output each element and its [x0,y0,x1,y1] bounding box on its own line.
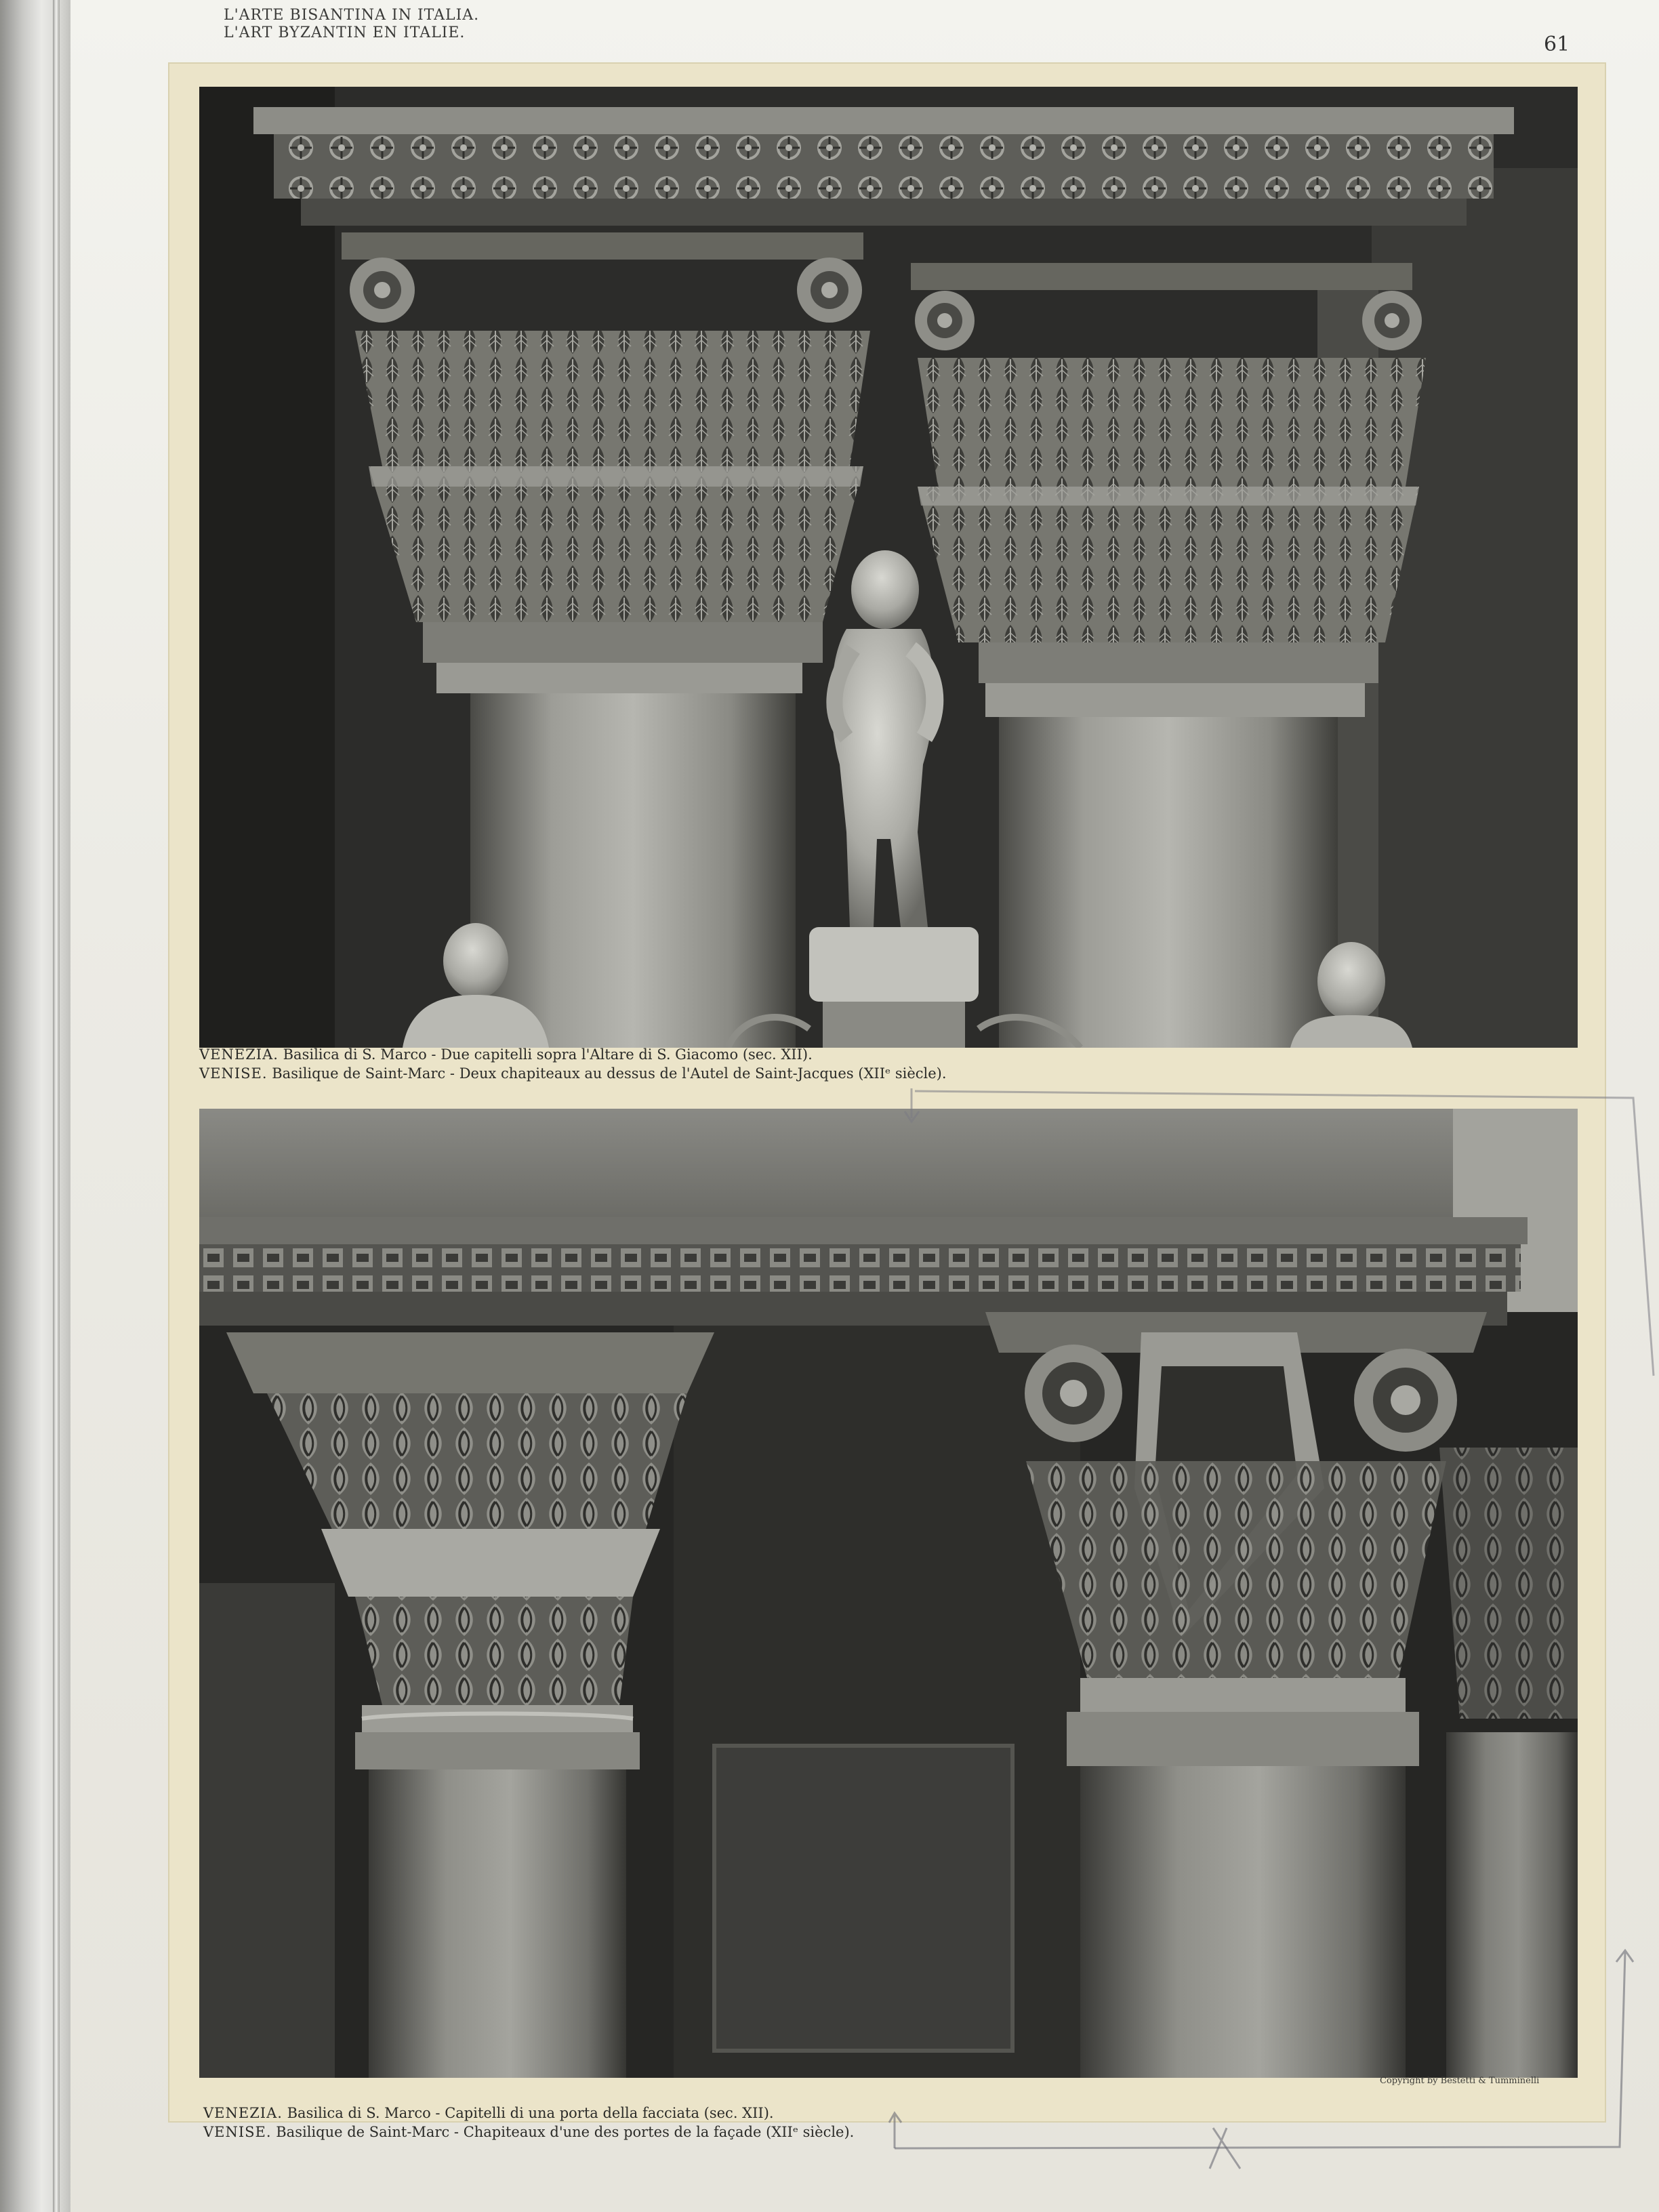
caption-plate-1-italian-text: Basilica di S. Marco - Due capitelli sopra l'Altare di S. Giacomo (sec. XII). [283,1046,813,1063]
caption-plate-1-french-place: VENISE. [199,1065,268,1082]
caption-plate-2-french-text: Basilique de Saint-Marc - Chapiteaux d'une des portes de la façade (XIIᵉ siècle). [276,2124,855,2140]
page-number: 61 [1544,33,1570,56]
photo-copyright-credit: Copyright by Bestetti & Tumminelli [1380,2076,1540,2086]
caption-plate-1-french-text: Basilique de Saint-Marc - Deux chapiteaux au dessus de l'Autel de Saint-Jacques (XIIᵉ siècle). [272,1065,947,1082]
caption-plate-2-italian-text: Basilica di S. Marco - Capitelli di una porta della facciata (sec. XII). [287,2105,774,2121]
running-head-french: L'ART BYZANTIN EN ITALIE. [224,24,466,41]
caption-plate-1-italian-place: VENEZIA. [199,1046,279,1063]
running-head-italian: L'ARTE BISANTINA IN ITALIA. [224,7,480,24]
caption-plate-2-french-place: VENISE. [203,2124,272,2140]
caption-plate-2-italian-place: VENEZIA. [203,2105,283,2121]
